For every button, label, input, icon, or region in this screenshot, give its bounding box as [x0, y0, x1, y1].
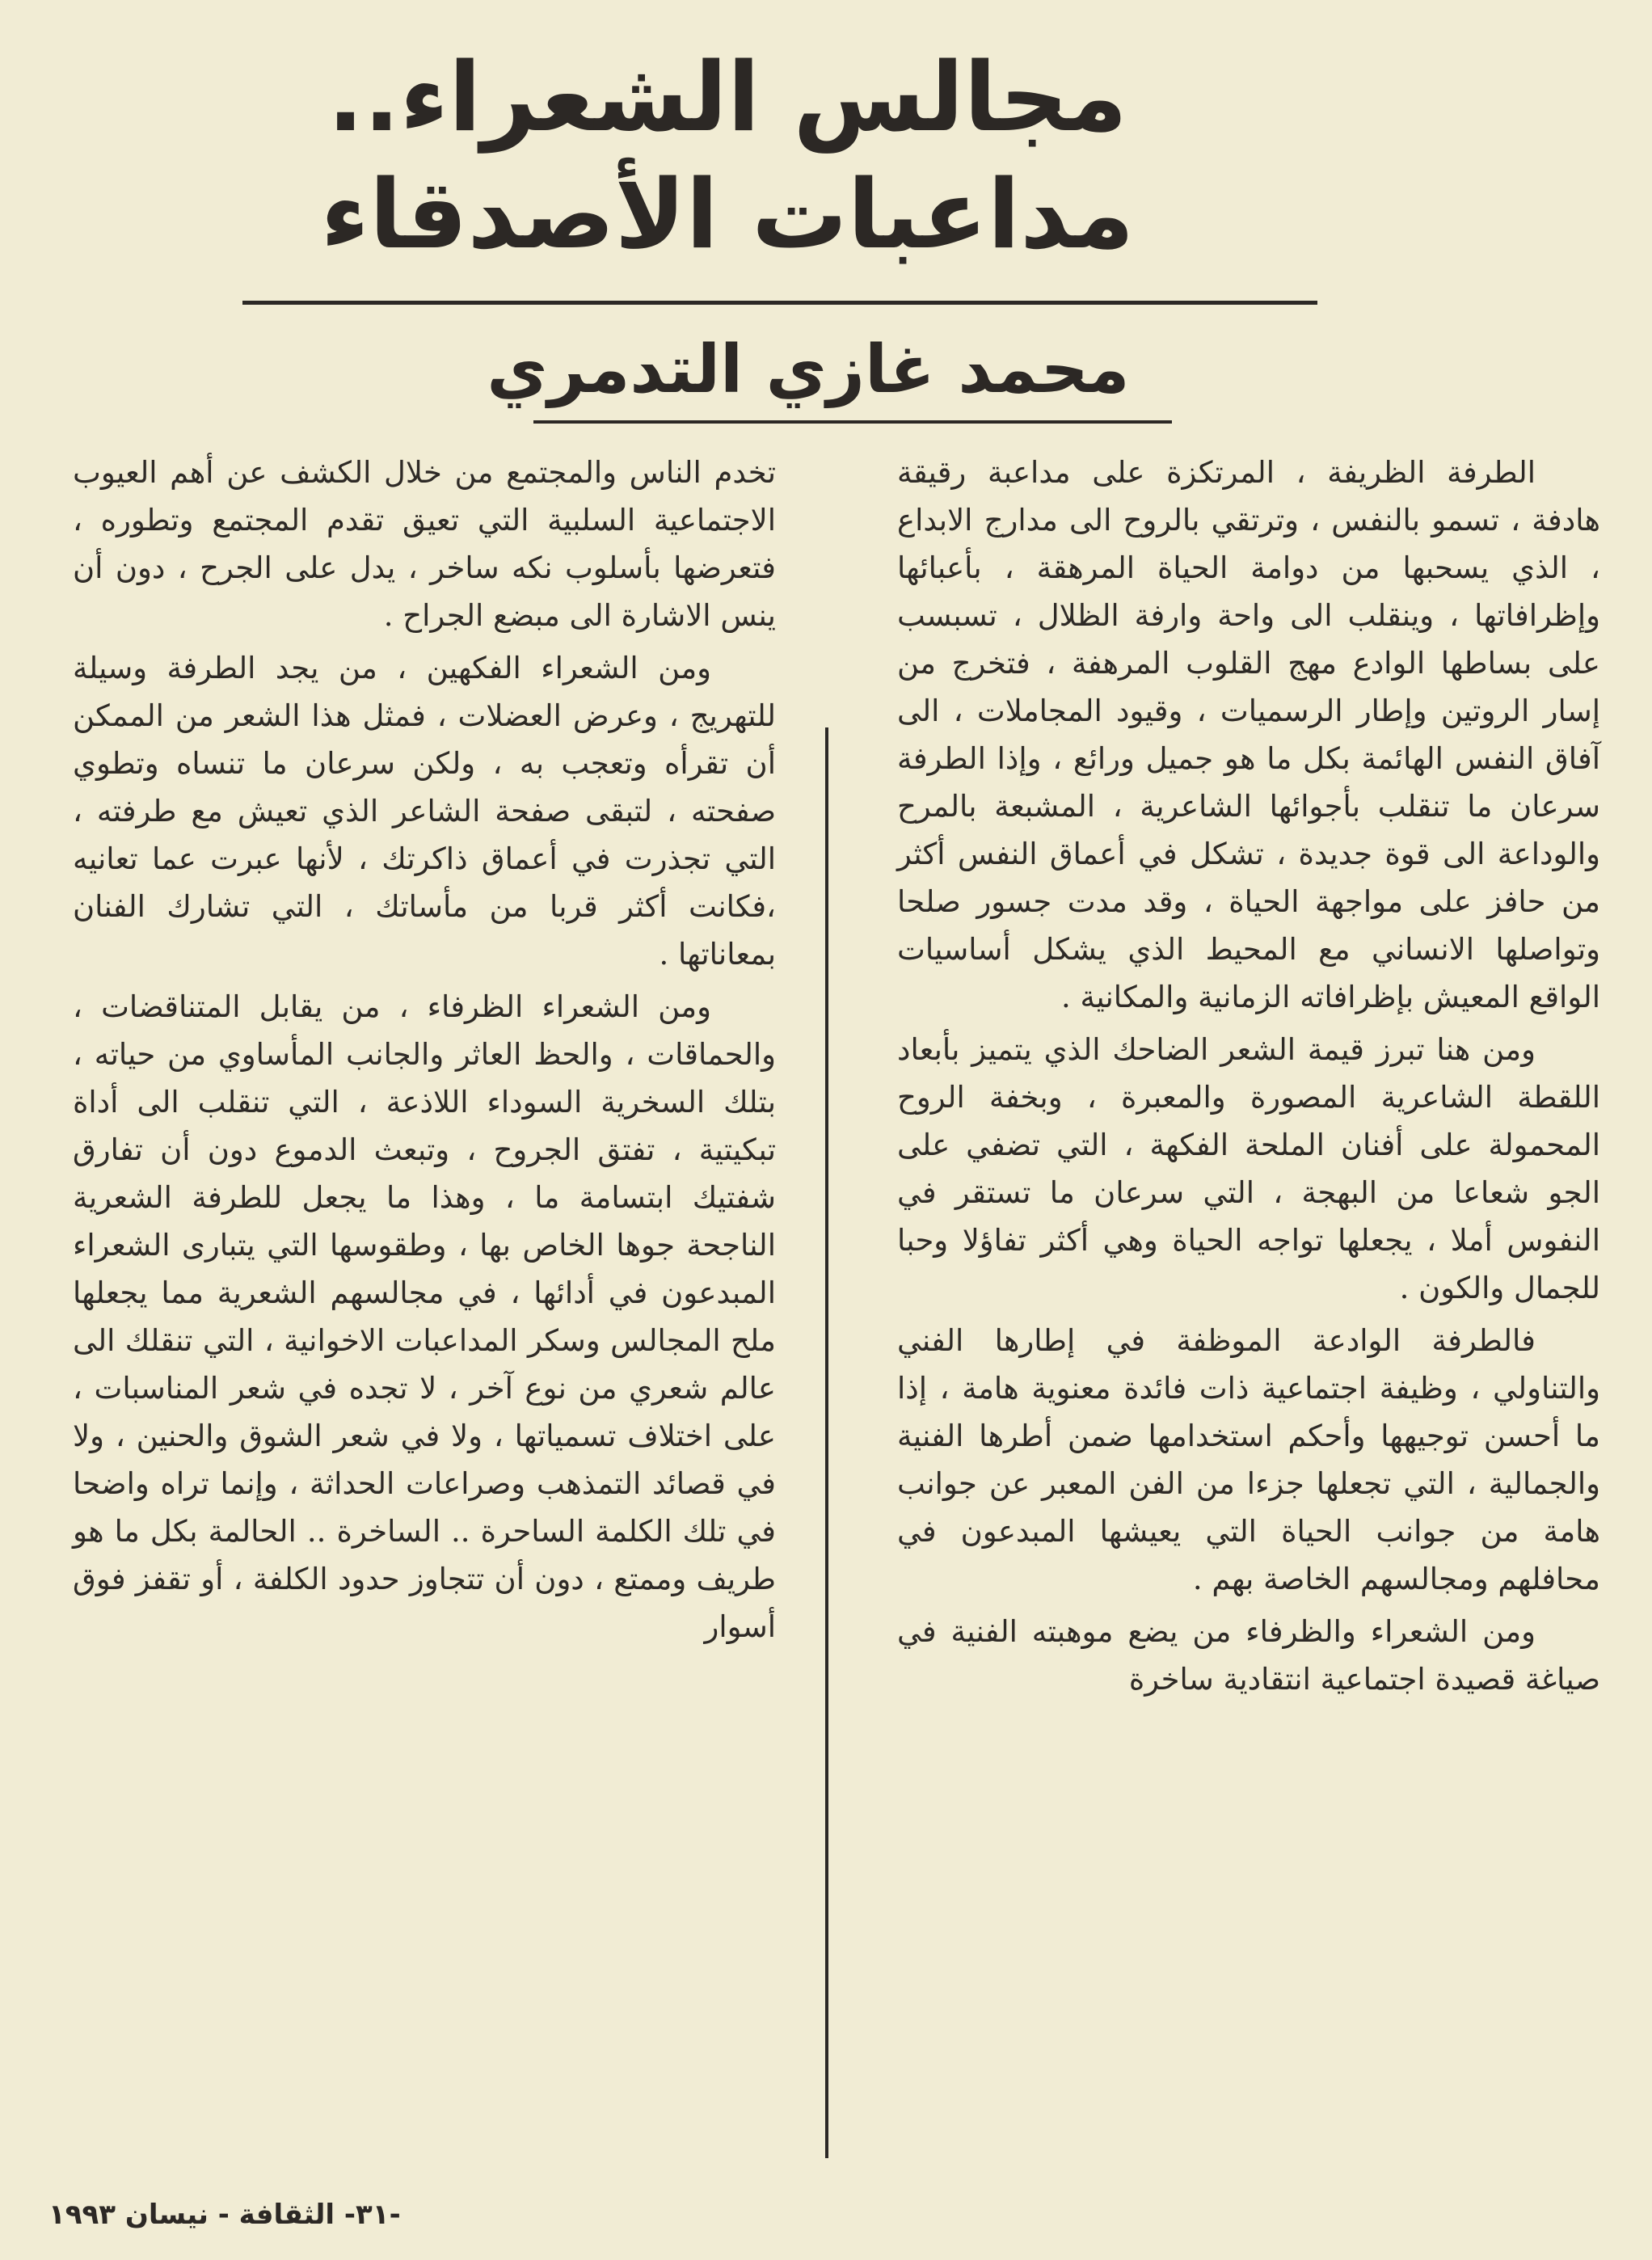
author-rule [533, 420, 1172, 424]
page-footer: -٣١- الثقافة - نيسان ١٩٩٣ [48, 2199, 401, 2231]
article-column-right [897, 449, 1600, 1708]
title-line-1: مجالس الشعراء.. [327, 41, 1127, 153]
article-column-left [73, 449, 776, 1655]
paragraph: ومن الشعراء الفكهين ، من يجد الطرفة وسيلة للتهريج ، وعرض العضلات ، فمثل هذا الشعر من الممكن أن تقرأه وتعجب به ، ولكن سرعان ما تنساه وتطوي صفحته ، لتبقى صفحة الشاعر الذي تعيش مع طرفته ، التي تجذرت في أعماق ذاكرتك ، لأنها عبرت عما تعانيه ،فكانت أكثر قربا من مأساتك ، التي تشارك الفنان بمعاناتها . [73, 651, 776, 972]
paragraph: فالطرفة الوادعة الموظفة في إطارها الفني والتناولي ، وظيفة اجتماعية ذات فائدة معنوية هامة ، إذا ما أحسن توجيهها وأحكم استخدامها ضمن أطرها الفنية والجمالية ، التي تجعلها جزءا من الفن المعبر عن جوانب هامة من جوانب الحياة التي يعيشها المبدعون في محافلهم ومجالسهم الخاصة بهم . [897, 1323, 1600, 1596]
paragraph: ومن هنا تبرز قيمة الشعر الضاحك الذي يتميز بأبعاد اللقطة الشاعرية المصورة والمعبرة ، وبخفة الروح المحمولة على أفنان الملحة الفكهة ، التي تضفي على الجو شعاعا من البهجة ، التي سرعان ما تستقر في النفوس أملا ، يجعلها تواجه الحياة وهي أكثر تفاؤلا وحبا للجمال والكون . [897, 1032, 1601, 1305]
title-line-2: مداعبات الأصدقاء [320, 158, 1135, 270]
paragraph: ومن الشعراء الظرفاء ، من يقابل المتناقضات ، والحماقات ، والحظ العاثر والجانب المأساوي من حياته ، بتلك السخرية السوداء اللاذعة ، التي تنقلب الى أداة تبكيتية ، تفتق الجروح ، وتبعث الدموع دون أن تفارق شفتيك ابتسامة ما ، وهذا ما يجعل للطرفة الشعرية الناجحة جوها الخاص بها ، وطقوسها التي يتبارى الشعراء المبدعون في أدائها ، في مجالسهم الشعرية مما يجعلها ملح المجالس وسكر المداعبات الاخوانية ، التي تنقلك الى عالم شعري من نوع آخر ، لا تجده في شعر المناسبات ، على اختلاف تسمياتها ، ولا في شعر الشوق والحنين ، ولا في قصائد التمذهب وصراعات الحداثة ، وإنما تراه واضحا في تلك الكلمة الساحرة .. الساخرة .. الحالمة بكل ما هو طريف وممتع ، دون أن تتجاوز حدود الكلفة ، أو تقفز فوق أسوار [73, 989, 776, 1644]
title-rule [242, 301, 1317, 305]
paragraph: ومن الشعراء والظرفاء من يضع موهبته الفنية في صياغة قصيدة اجتماعية انتقادية ساخرة [897, 1614, 1600, 1697]
author-name: محمد غازي التدمري [487, 331, 1130, 408]
paragraph: الطرفة الظريفة ، المرتكزة على مداعبة رقيقة هادفة ، تسمو بالنفس ، وترتقي بالروح الى مدارج الابداع ، الذي يسحبها من دوامة الحياة المرهقة ، بأعبائها وإظرافاتها ، وينقلب الى واحة وارفة الظلال ، تسبسب على بساطها الوادع مهج القلوب المرهفة ، فتخرج من إسار الروتين وإطار الرسميات ، وقيود المجاملات ، الى آفاق النفس الهائمة بكل ما هو جميل ورائع ، وإذا الطرفة سرعان ما تنقلب بأجوائها الشاعرية ، المشبعة بالمرح والوداعة الى قوة جديدة ، تشكل في أعماق النفس أكثر من حافز على مواجهة الحياة ، وقد مدت جسور صلحا وتواصلها الانساني مع المحيط الذي يشكل أساسيات الواقع المعيش بإظرافاته الزمانية والمكانية . [897, 455, 1600, 1014]
paragraph: تخدم الناس والمجتمع من خلال الكشف عن أهم العيوب الاجتماعية السلبية التي تعيق تقدم المجتمع وتطوره ، فتعرضها بأسلوب نكه ساخر ، يدل على الجرح ، دون أن ينس الاشارة الى مبضع الجراح . [73, 455, 776, 633]
column-divider [825, 727, 828, 2158]
